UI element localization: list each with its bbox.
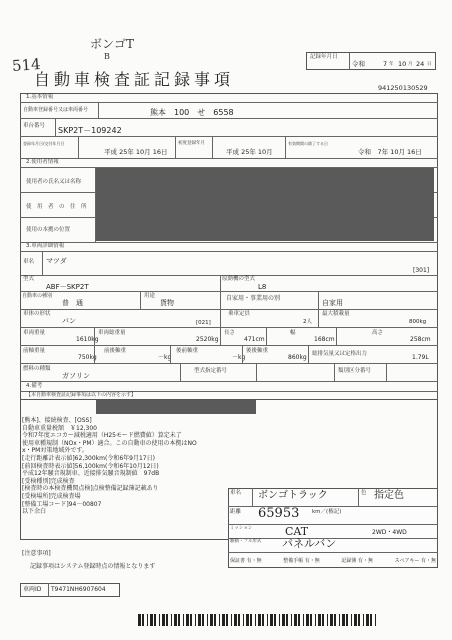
sticky-distance-unit: km／(権記) xyxy=(312,509,342,515)
sticky-name-label: 車名 xyxy=(230,490,242,496)
first-registration-value: 平成 25年 10月 xyxy=(226,148,273,156)
notes-text: 記録事項はシステム登録時点の情報となります xyxy=(30,563,156,570)
sticky-checklist-item: 記録簿 有・無 xyxy=(341,558,373,564)
section-vehicle-detail-header: 3.車両詳細情報 xyxy=(26,243,65,249)
handwritten-model-sub: B xyxy=(104,52,110,61)
user-address-label: 使 用 者 の 住 所 xyxy=(26,204,87,210)
front-axle-value: 750kg xyxy=(78,354,97,361)
length-value: 471cm xyxy=(244,336,265,343)
user-name-label: 使用者の氏名又は名称 xyxy=(26,179,82,185)
sticky-checklist-item: 整備手帳 有・無 xyxy=(283,558,320,564)
sticky-checklist-item: 保証書 有・無 xyxy=(230,558,262,564)
issue-month: 10 xyxy=(398,60,407,68)
section-basic-info-header: 1.基本情報 xyxy=(26,94,54,100)
remarks-line: [前回検査時表示値]56,100km(令和6年10月12日) xyxy=(22,462,159,470)
max-load-label: 最大積載量 xyxy=(322,311,350,317)
registration-date-value: 平成 25年 10月 16日 xyxy=(104,148,168,156)
redacted-user-info xyxy=(96,168,434,241)
vehicle-weight-value: 1610kg xyxy=(76,336,99,343)
maker-code: [301] xyxy=(413,267,430,274)
document-title: 自動車検査証記録事項 xyxy=(34,70,235,89)
model-value: ABF－SKP2T xyxy=(46,283,89,291)
displacement-value: 1.79L xyxy=(412,354,429,361)
model-label: 型式 xyxy=(23,276,35,282)
sticky-name-value: ボンゴトラック xyxy=(258,490,328,501)
issue-year: 7 xyxy=(383,60,388,68)
sticky-checklist-item: スペアキー 有・無 xyxy=(394,558,436,564)
notes-title: [注意事項] xyxy=(22,550,51,557)
chassis-number-value: SKP2T－109242 xyxy=(58,126,122,135)
remarks-line: [受検場所]完成検査場 xyxy=(22,492,81,500)
body-shape-value: バン xyxy=(62,317,76,325)
remarks-line: 以下余白 xyxy=(22,508,47,516)
sticky-color-value: 指定色 xyxy=(374,490,404,501)
barcode-bar xyxy=(376,614,378,626)
sticky-drive-options: 2WD・4WD xyxy=(372,529,407,536)
vehicle-id-label: 車両ID xyxy=(23,586,42,593)
remarks-line: [検査時の本検査機関点検]点検整備記録簿記載あり xyxy=(22,485,159,493)
capacity-value: 2人 xyxy=(303,319,312,325)
rear-front-axle-label: 後前軸重 xyxy=(176,348,199,354)
maker-label: 車名 xyxy=(23,259,35,265)
fuel-type-label: 燃料の種類 xyxy=(23,366,51,372)
registration-number-label: 自動車登録番号又は車両番号 xyxy=(23,107,89,113)
vehicle-kind-value: 普 通 xyxy=(62,299,83,307)
remarks-line: [走行距離計表示値]62,300km(令和6年9月17日) xyxy=(22,454,155,462)
remarks-line: 令和7年度エコカー減税適用（H25モード燃費値）算定未了 xyxy=(22,432,182,440)
front-axle-label: 前軸重量 xyxy=(23,348,46,354)
rear-axle-value: 860kg xyxy=(288,354,307,361)
displacement-label: 総排気量又は定格出力 xyxy=(312,351,368,357)
length-label: 長さ xyxy=(224,330,236,336)
section-user-info-header: 2.使用者情報 xyxy=(26,159,59,165)
sticky-distance-label: 距離 xyxy=(230,509,242,515)
issue-month-unit: 月 xyxy=(408,62,413,67)
front-rear-axle-value: －kg xyxy=(158,354,172,361)
remarks-line: [受検種別]完成検査 xyxy=(22,477,75,485)
issue-era: 令和 xyxy=(352,60,365,68)
base-location-label: 使用の本拠の位置 xyxy=(26,227,71,233)
document-number: 941250130529 xyxy=(378,84,428,92)
registration-number-value: 熊本 100 せ 6558 xyxy=(150,108,234,117)
width-label: 幅 xyxy=(290,330,296,336)
usage-value: 貨物 xyxy=(160,299,174,307)
remarks-line: [熊本]、接続検査、[OSS] xyxy=(22,417,92,424)
issue-date-label: 記録年月日 xyxy=(310,54,338,60)
sticky-color-label: 色 xyxy=(361,490,367,496)
remarks-line: [整備工場コード]94－00807 xyxy=(22,500,102,508)
type-designation-label: 型式指定番号 xyxy=(194,368,228,374)
private-business-value: 自家用 xyxy=(322,299,343,307)
body-shape-label: 車体の形状 xyxy=(23,311,51,317)
sticky-drive-label: 駆動・フル形式 xyxy=(230,539,262,544)
registration-date-label: 登録年月日/交付年月日 xyxy=(23,141,65,146)
gross-weight-value: 2520kg xyxy=(196,336,219,343)
rear-front-axle-value: －kg xyxy=(232,354,246,361)
first-registration-label: 初度登録年月 xyxy=(178,141,205,146)
maker-value: マツダ xyxy=(46,257,67,265)
chassis-number-label: 車台番号 xyxy=(23,123,46,129)
barcode xyxy=(138,614,438,626)
sticky-checklist-row xyxy=(230,557,436,564)
issue-day: 24 xyxy=(416,60,425,68)
expiry-date-value: 令和 7年 10月 16日 xyxy=(358,148,422,156)
fuel-type-value: ガソリン xyxy=(62,372,90,380)
engine-model-label: 原動機の型式 xyxy=(222,276,256,282)
remarks-line: 使用車種規制（NOx・PM）適合。この自動車の使用の本拠はNO xyxy=(22,439,197,447)
sticky-body-value: パネルバン xyxy=(282,537,337,550)
max-load-value: 800kg xyxy=(409,319,427,325)
redacted-remarks xyxy=(96,400,256,414)
remarks-line: 平成12年騒音規制車、近接排気騒音規制値 97dB xyxy=(22,470,160,478)
capacity-label: 乗車定員 xyxy=(228,311,251,317)
vehicle-id-value: T9471NH6907604 xyxy=(51,586,106,593)
issue-year-unit: 年 xyxy=(389,62,394,67)
height-label: 高さ xyxy=(372,330,384,336)
issue-day-unit: 日 xyxy=(427,62,432,67)
sticky-transmission-value: CAT xyxy=(285,525,309,538)
handwritten-model-note: ボンゴT xyxy=(90,37,135,51)
rear-axle-label: 後後軸重 xyxy=(246,348,269,354)
remarks-notice: 【本自動車検査証記録事項は以下の内容を示す】 xyxy=(26,392,137,398)
gross-weight-label: 車両総重量 xyxy=(98,330,126,336)
handwritten-lot-number: 514 xyxy=(11,55,42,75)
sticky-distance-value: 65953 xyxy=(258,506,300,521)
body-shape-code: [021] xyxy=(196,320,211,326)
front-rear-axle-label: 前後軸重 xyxy=(104,348,127,354)
expiry-date-label: 有効期間の満了する日 xyxy=(288,141,328,146)
remarks-line: 自動車重量税額 ￥12,300 xyxy=(22,424,97,432)
usage-label: 用途 xyxy=(144,293,156,299)
vehicle-weight-label: 車両重量 xyxy=(23,330,46,336)
private-business-label: 自家用・事業用の別 xyxy=(226,295,281,302)
height-value: 258cm xyxy=(410,336,431,343)
category-number-label: 類別区分番号 xyxy=(338,368,372,374)
remarks-line: x・PM対策地域外です。 xyxy=(22,447,88,455)
section-remarks-header: 4.備考 xyxy=(26,383,43,389)
engine-model-value: L8 xyxy=(258,283,267,291)
sticky-transmission-label: ミッション xyxy=(230,526,253,531)
vehicle-kind-label: 自動車の種別 xyxy=(22,293,53,299)
width-value: 168cm xyxy=(314,336,335,343)
remarks-lines xyxy=(22,417,197,516)
